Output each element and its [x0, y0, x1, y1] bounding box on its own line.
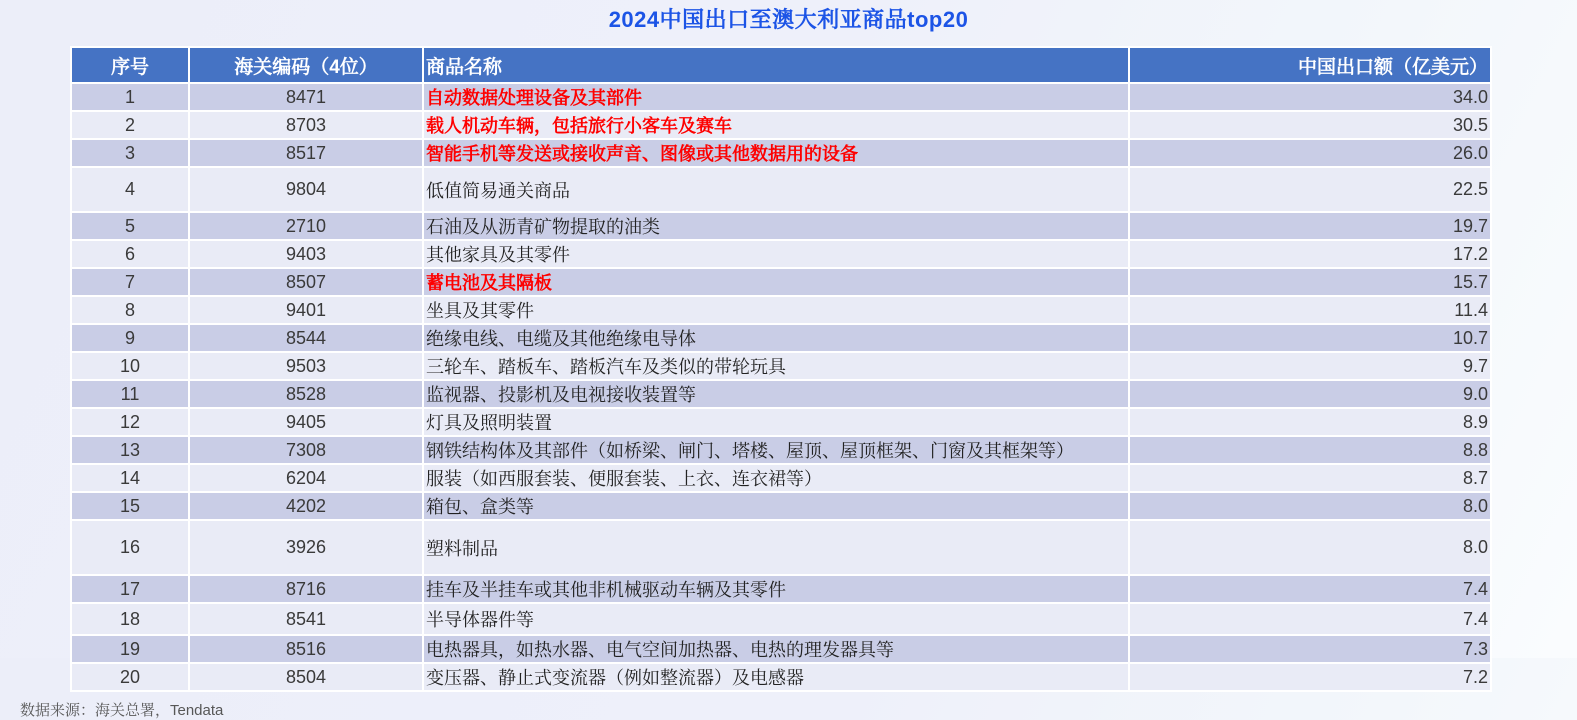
export-value-cell: 8.8 — [1129, 436, 1491, 464]
data-source-note: 数据来源：海关总署，Tendata — [20, 702, 224, 719]
rank-cell: 8 — [71, 296, 189, 324]
table-row — [71, 240, 1491, 268]
table-row — [71, 352, 1491, 380]
product-name-cell: 绝缘电线、电缆及其他绝缘电导体 — [423, 324, 1129, 352]
hs-code-cell: 7308 — [189, 436, 423, 464]
table-header — [71, 47, 1491, 83]
rank-cell: 11 — [71, 380, 189, 408]
product-name-cell: 智能手机等发送或接收声音、图像或其他数据用的设备 — [423, 139, 1129, 167]
export-value-cell: 17.2 — [1129, 240, 1491, 268]
hs-code-cell: 8716 — [189, 575, 423, 603]
rank-cell: 20 — [71, 663, 189, 691]
product-name-cell: 箱包、盒类等 — [423, 492, 1129, 520]
export-value-cell: 8.9 — [1129, 408, 1491, 436]
rank-cell: 17 — [71, 575, 189, 603]
table-row — [71, 464, 1491, 492]
rank-cell: 19 — [71, 635, 189, 663]
hs-code-cell: 3926 — [189, 520, 423, 575]
top20-table — [70, 46, 1492, 692]
product-name-cell: 监视器、投影机及电视接收装置等 — [423, 380, 1129, 408]
hs-code-cell: 4202 — [189, 492, 423, 520]
export-value-cell: 7.4 — [1129, 575, 1491, 603]
product-name-cell: 塑料制品 — [423, 520, 1129, 575]
rank-cell: 4 — [71, 167, 189, 212]
product-name-cell: 电热器具，如热水器、电气空间加热器、电热的理发器具等 — [423, 635, 1129, 663]
rank-cell: 18 — [71, 603, 189, 635]
export-value-cell: 15.7 — [1129, 268, 1491, 296]
product-name-cell: 挂车及半挂车或其他非机械驱动车辆及其零件 — [423, 575, 1129, 603]
header-export-value: 中国出口额（亿美元） — [1129, 47, 1491, 83]
table-row — [71, 603, 1491, 635]
hs-code-cell: 8471 — [189, 83, 423, 111]
hs-code-cell: 8703 — [189, 111, 423, 139]
hs-code-cell: 8544 — [189, 324, 423, 352]
export-value-cell: 19.7 — [1129, 212, 1491, 240]
product-name-cell: 三轮车、踏板车、踏板汽车及类似的带轮玩具 — [423, 352, 1129, 380]
table-row — [71, 575, 1491, 603]
header-rank: 序号 — [71, 47, 189, 83]
rank-cell: 10 — [71, 352, 189, 380]
table-body — [71, 83, 1491, 691]
export-value-cell: 8.0 — [1129, 520, 1491, 575]
rank-cell: 13 — [71, 436, 189, 464]
hs-code-cell: 8541 — [189, 603, 423, 635]
table-row — [71, 380, 1491, 408]
rank-cell: 5 — [71, 212, 189, 240]
export-value-cell: 22.5 — [1129, 167, 1491, 212]
export-value-cell: 30.5 — [1129, 111, 1491, 139]
header-product-name: 商品名称 — [423, 47, 1129, 83]
hs-code-cell: 9405 — [189, 408, 423, 436]
export-value-cell: 34.0 — [1129, 83, 1491, 111]
table-row — [71, 212, 1491, 240]
hs-code-cell: 8517 — [189, 139, 423, 167]
table-row — [71, 296, 1491, 324]
hs-code-cell: 8516 — [189, 635, 423, 663]
export-value-cell: 7.4 — [1129, 603, 1491, 635]
export-value-cell: 7.2 — [1129, 663, 1491, 691]
hs-code-cell: 2710 — [189, 212, 423, 240]
table-row — [71, 83, 1491, 111]
product-name-cell: 石油及从沥青矿物提取的油类 — [423, 212, 1129, 240]
hs-code-cell: 9403 — [189, 240, 423, 268]
table-row — [71, 111, 1491, 139]
product-name-cell: 自动数据处理设备及其部件 — [423, 83, 1129, 111]
page-title: 2024中国出口至澳大利亚商品top20 — [608, 7, 969, 32]
hs-code-cell: 8504 — [189, 663, 423, 691]
table-row — [71, 139, 1491, 167]
table-row — [71, 167, 1491, 212]
table-row — [71, 635, 1491, 663]
rank-cell: 7 — [71, 268, 189, 296]
export-value-cell: 8.0 — [1129, 492, 1491, 520]
rank-cell: 3 — [71, 139, 189, 167]
hs-code-cell: 9401 — [189, 296, 423, 324]
table-row — [71, 492, 1491, 520]
export-value-cell: 10.7 — [1129, 324, 1491, 352]
header-hs-code: 海关编码（4位） — [189, 47, 423, 83]
product-name-cell: 蓄电池及其隔板 — [423, 268, 1129, 296]
hs-code-cell: 8528 — [189, 380, 423, 408]
rank-cell: 16 — [71, 520, 189, 575]
hs-code-cell: 8507 — [189, 268, 423, 296]
rank-cell: 2 — [71, 111, 189, 139]
table-row — [71, 324, 1491, 352]
table-row — [71, 408, 1491, 436]
hs-code-cell: 9503 — [189, 352, 423, 380]
export-value-cell: 9.0 — [1129, 380, 1491, 408]
table-row — [71, 520, 1491, 575]
product-name-cell: 低值简易通关商品 — [423, 167, 1129, 212]
product-name-cell: 变压器、静止式变流器（例如整流器）及电感器 — [423, 663, 1129, 691]
product-name-cell: 坐具及其零件 — [423, 296, 1129, 324]
table-row — [71, 436, 1491, 464]
product-name-cell: 其他家具及其零件 — [423, 240, 1129, 268]
rank-cell: 9 — [71, 324, 189, 352]
rank-cell: 6 — [71, 240, 189, 268]
export-value-cell: 26.0 — [1129, 139, 1491, 167]
hs-code-cell: 9804 — [189, 167, 423, 212]
table-row — [71, 663, 1491, 691]
product-name-cell: 半导体器件等 — [423, 603, 1129, 635]
rank-cell: 1 — [71, 83, 189, 111]
product-name-cell: 载人机动车辆，包括旅行小客车及赛车 — [423, 111, 1129, 139]
rank-cell: 15 — [71, 492, 189, 520]
product-name-cell: 钢铁结构体及其部件（如桥梁、闸门、塔楼、屋顶、屋顶框架、门窗及其框架等） — [423, 436, 1129, 464]
table-row — [71, 268, 1491, 296]
product-name-cell: 服装（如西服套装、便服套装、上衣、连衣裙等） — [423, 464, 1129, 492]
hs-code-cell: 6204 — [189, 464, 423, 492]
rank-cell: 12 — [71, 408, 189, 436]
product-name-cell: 灯具及照明装置 — [423, 408, 1129, 436]
header-row — [71, 47, 1491, 83]
export-value-cell: 11.4 — [1129, 296, 1491, 324]
export-value-cell: 8.7 — [1129, 464, 1491, 492]
export-value-cell: 9.7 — [1129, 352, 1491, 380]
export-value-cell: 7.3 — [1129, 635, 1491, 663]
rank-cell: 14 — [71, 464, 189, 492]
